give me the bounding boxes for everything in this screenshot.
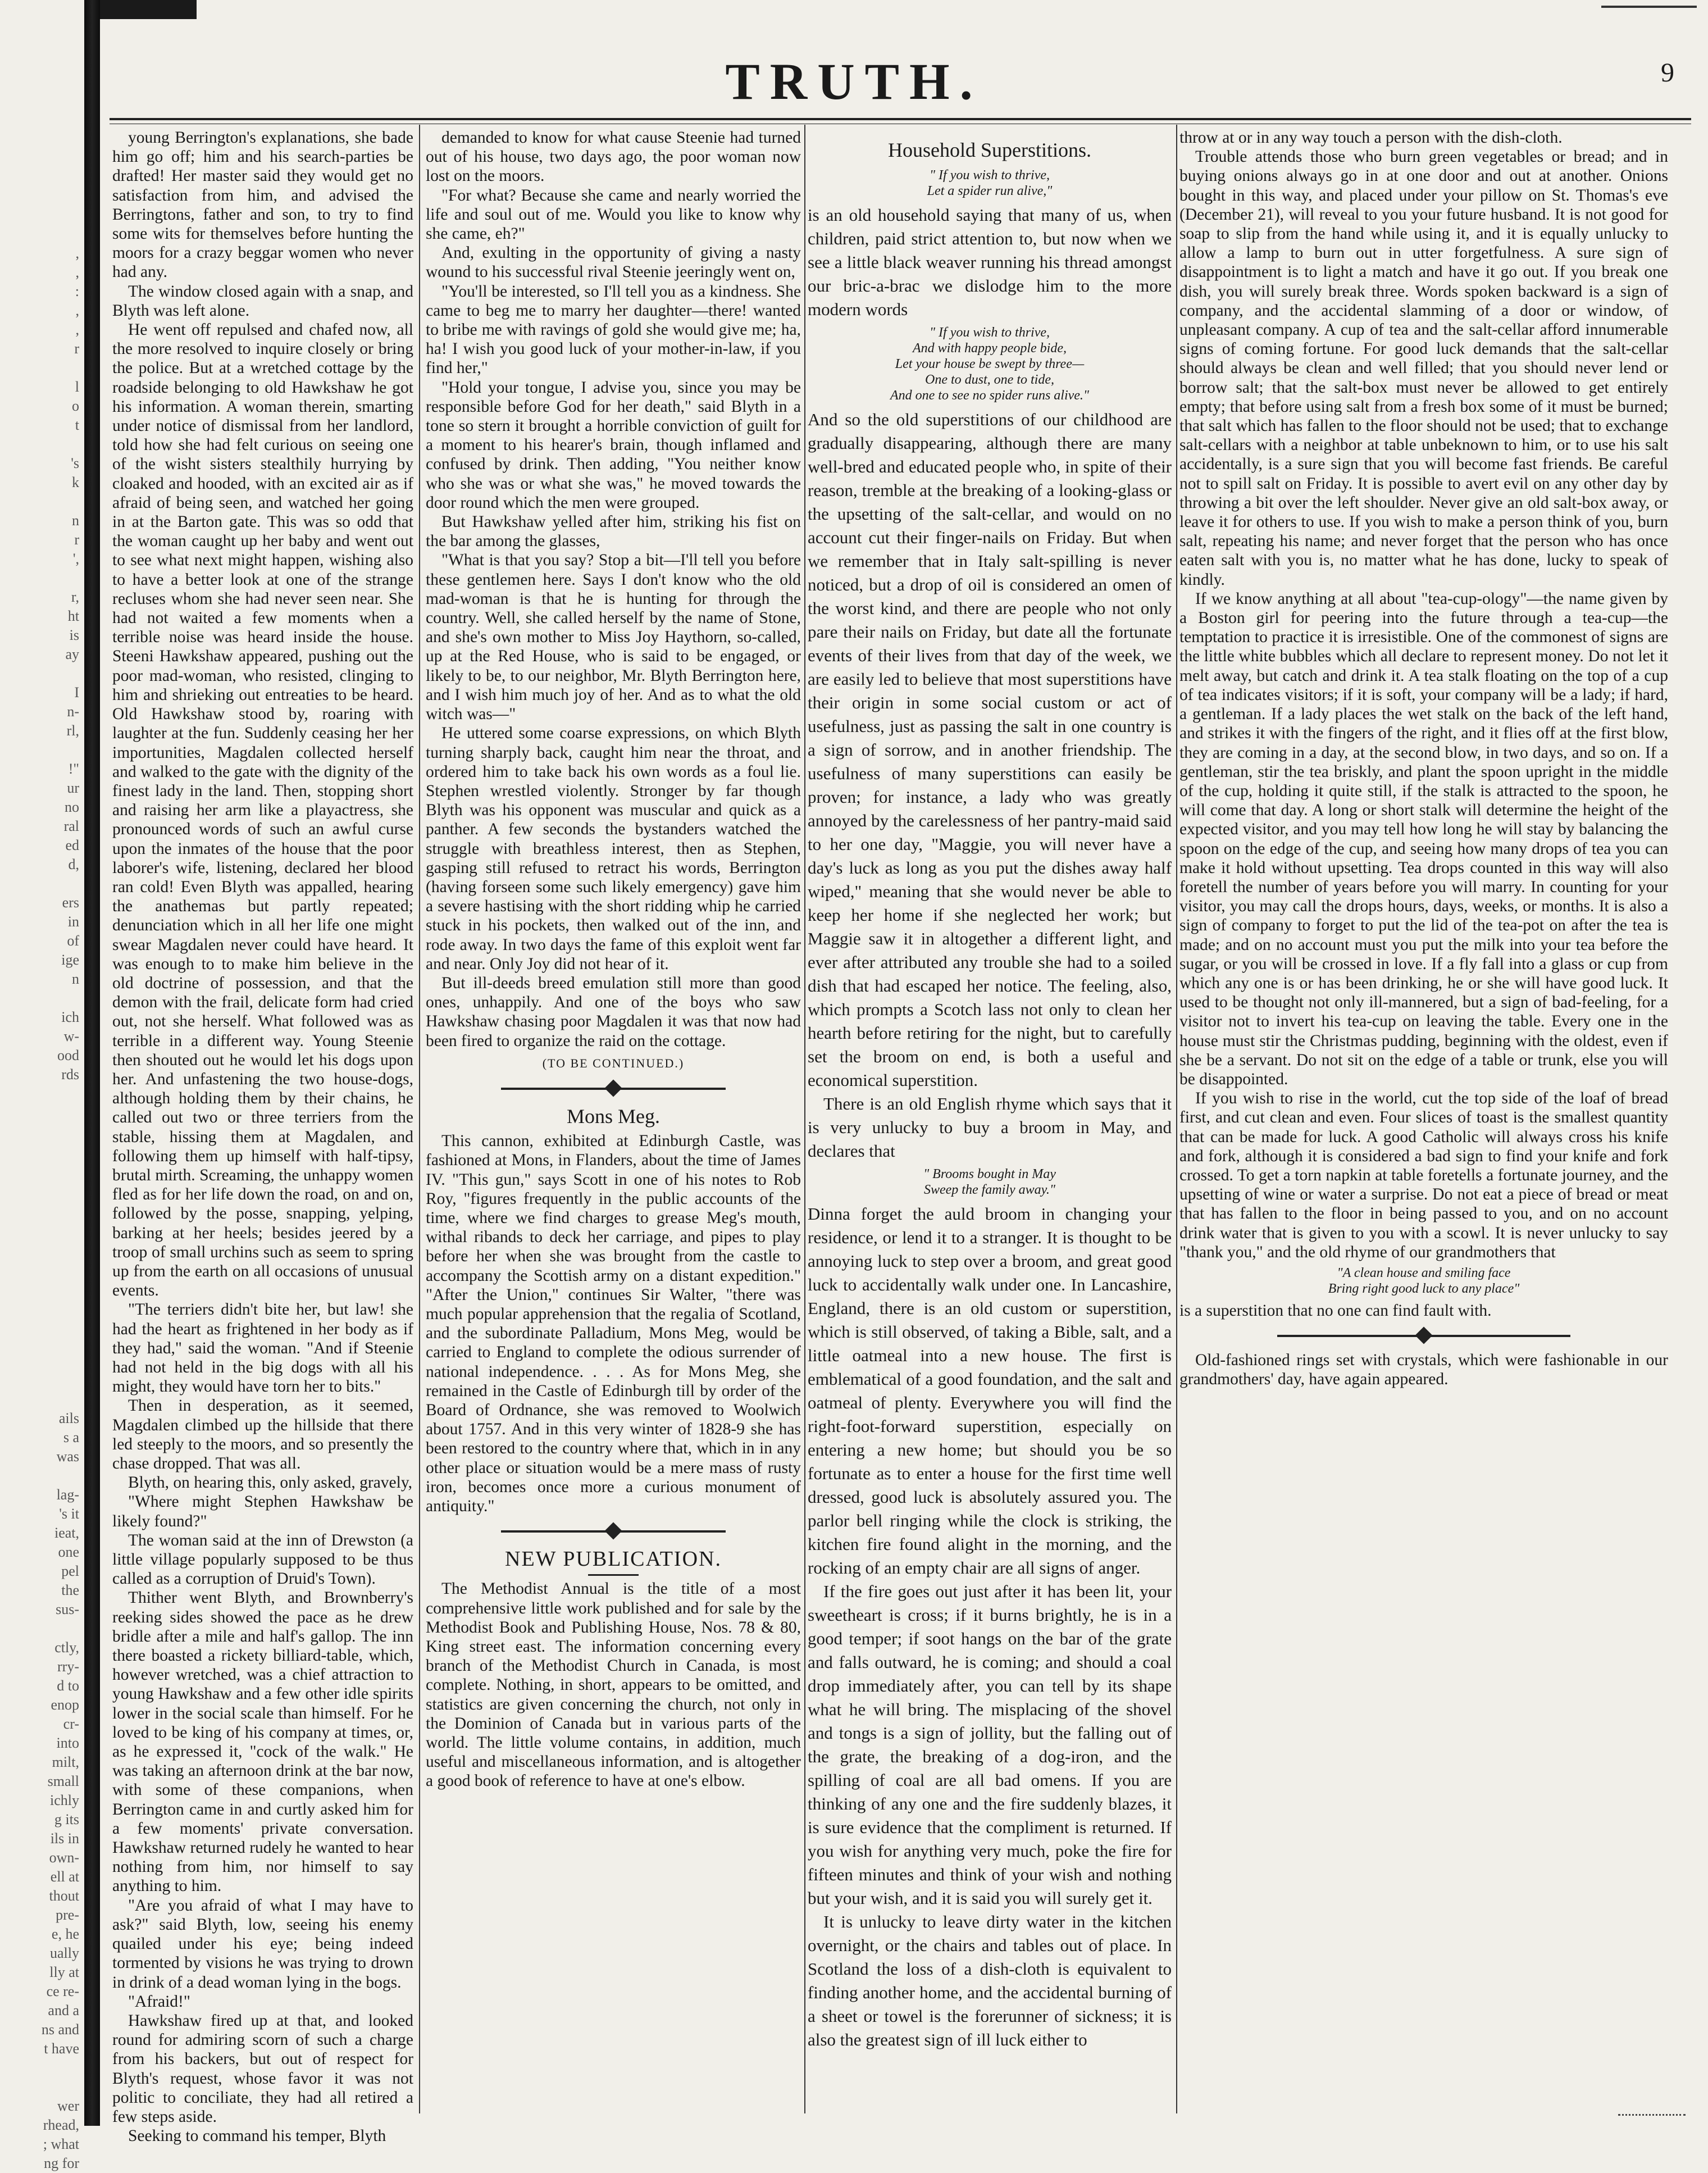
gutter-fragment: ce re-	[46, 1983, 79, 1999]
gutter-fragment	[0, 148, 87, 167]
verse-line: Sweep the family away."	[923, 1183, 1056, 1197]
gutter-fragment: small	[47, 1773, 79, 1789]
gutter-fragment: k	[72, 474, 79, 490]
gutter-fragment: lly at	[49, 1964, 79, 1980]
superstitions-ending	[1179, 1301, 1668, 1320]
gutter-fragment: e, he	[51, 1926, 79, 1942]
gutter-fragment: t	[75, 417, 79, 433]
gutter-fragment	[0, 569, 87, 588]
paragraph: And so the old superstitions of our childhood are gradually disappearing, although there are many well-bred and educated people who, in spite of their reason, tremble at the breaking of a looking-glass or the upsetting of the salt-cellar, and would on no account cut their finger-nails on Friday. But when we remember that in Italy salt-spilling is never noticed, but a drop of oil is considered an omen of the worst kind, and there are people who not only pare their nails on Friday, but date all the fortunate events of their lives from that day of the week, we are easily led to believe that most superstitions have their origin in some social custom or act of usefulness, just as passing the salt in one country is a sign of sorrow, and in another friendship. The usefulness of many superstitions can easily be proven; for instance, a lady who was greatly annoyed by the carelessness of her pantry-maid said to her one day, "Maggie, you will never have a day's luck as long as you put the dishes away half wiped," meaning that she would never be able to keep her home if she neglected her work; but Maggie saw it in altogether a different light, and ever after attributed any trouble she had to a soiled dish that had escaped her notice. The feeling, also, which prompts a Scotch lass not only to clean her hearth before retiring for the night, but to carefully set the broom on end, is both a useful and economical superstition.	[808, 410, 1172, 1090]
gutter-fragment: ed	[65, 837, 79, 853]
gutter-fragment: ell at	[50, 1869, 79, 1885]
gutter-fragment: enop	[51, 1697, 79, 1713]
gutter-fragment	[0, 1275, 87, 1294]
gutter-fragment	[0, 664, 87, 683]
gutter-fragment: 's	[71, 455, 79, 471]
gutter-fragment: g its	[54, 1811, 79, 1827]
paragraph: Old-fashioned rings set with crystals, which were fashionable in our grandmothers' day, have again appeared.	[1179, 1351, 1668, 1389]
paragraph: Thither went Blyth, and Brownberry's reeking sides showed the pace as he drew bridle after a mile and half's gallop. The inn there boasted a rickety billiard-table, which, however wretched, was a chief attraction to young Hawkshaw and a few other idle spirits lower in the social scale than himself. For he loved to be king of his company at times, or, as he expressed it, "cock of the walk." He was taking an afternoon drink at the bar now, with some of these companions, when Berrington came in and curtly asked him for a few moments' private conversation. Hawkshaw returned rudely he wanted to hear nothing from him, nor himself to say anything to him.	[112, 1589, 413, 1895]
verse-line: And one to see no spider runs alive."	[890, 388, 1090, 403]
verse-line: " Brooms bought in May	[923, 1167, 1056, 1181]
gutter-fragment: t have	[44, 2040, 79, 2057]
gutter-fragment: ,	[75, 321, 79, 338]
superstitions-body	[808, 408, 1172, 1163]
gutter-fragment	[0, 225, 87, 244]
column-2	[426, 128, 801, 2111]
paragraph: Seeking to command his temper, Blyth	[128, 2127, 386, 2145]
gutter-fragment	[0, 1218, 87, 1237]
gutter-fragment	[0, 1199, 87, 1218]
verse-clean-house	[1179, 1265, 1668, 1297]
to-be-continued: (TO BE CONTINUED.)	[542, 1056, 685, 1070]
gutter-fragment: n	[72, 971, 79, 987]
bottom-mark	[1618, 2114, 1686, 2120]
gutter-fragment: ers	[62, 894, 79, 911]
gutter-fragment: rry-	[57, 1658, 79, 1675]
paragraph: Then in desperation, as it seemed, Magdalen climbed up the hillside that there led steeply to the moors, and so presently the chase dropped. That was all.	[112, 1397, 413, 1473]
corner-mark	[1601, 6, 1697, 16]
gutter-fragment	[0, 1466, 87, 1485]
gutter-fragment	[0, 167, 87, 187]
gutter-fragment	[0, 1084, 87, 1103]
gutter-fragment: pre-	[56, 1907, 79, 1923]
gutter-fragment: ; what	[43, 2136, 79, 2152]
gutter-fragment: ,	[75, 302, 79, 319]
gutter-fragment: o	[72, 398, 79, 414]
paragraph: But ill-deeds breed emulation still more than good ones, unhappily. And one of the boys who saw Hawkshaw chasing poor Magdalen it was that now had been fired to organize the raid on the cottage.	[426, 974, 801, 1050]
column-3	[808, 128, 1172, 2111]
paragraph: is a superstition that no one can find fault with.	[1179, 1301, 1492, 1320]
paragraph: is an old household saying that many of us, when children, paid strict attention to, but now when we see a little black weaver running his thread amongst our bric-a-brac we dislodge him to the more modern words	[808, 205, 1172, 319]
gutter-fragment: wer	[57, 2098, 79, 2114]
paragraph: "You'll be interested, so I'll tell you as a kindness. She came to beg me to marry her daughter—there! wanted to bribe me with ravings of gold she would give me; ha, ha! I wish you good luck of your mother-in-law, if you find her,"	[426, 282, 801, 378]
column-rule	[1176, 125, 1177, 2113]
paragraph: It is unlucky to leave dirty water in the kitchen overnight, or the chairs and tables out of place. In Scotland the loss of a dish-cloth is equivalent to finding another home, and the accidental burning of a sheet or towel is the forerunner of sickness; it is also the greatest sign of ill luck either to	[808, 1912, 1172, 2049]
gutter-fragment: thout	[49, 1888, 79, 1904]
gutter-fragment: w-	[63, 1028, 79, 1044]
verse-line: Let your house be swept by three—	[895, 357, 1085, 371]
section-divider	[501, 1080, 726, 1097]
gutter-fragment: n-	[67, 703, 79, 720]
gutter-fragment	[0, 1256, 87, 1275]
gutter-fragment	[0, 1313, 87, 1333]
section-divider	[501, 1522, 726, 1539]
masthead-title: TRUTH.	[725, 53, 983, 110]
paragraph: But Hawkshaw yelled after him, striking his fist on the bar among the glasses,	[426, 513, 801, 551]
gutter-fragment: is	[69, 627, 79, 643]
gutter-fragment: into	[56, 1735, 79, 1751]
section-divider	[1277, 1327, 1570, 1344]
gutter-fragment	[0, 2058, 87, 2077]
gutter-fragment	[0, 1103, 87, 1122]
gutter-fragment	[0, 1619, 87, 1638]
column-rule	[804, 125, 805, 2113]
paragraph: Blyth, on hearing this, only asked, gravely,	[128, 1474, 413, 1492]
gutter-fragment	[0, 1390, 87, 1409]
gutter-fragment: n	[72, 512, 79, 529]
gutter-fragment	[0, 358, 87, 378]
gutter-fragment: pel	[61, 1563, 79, 1579]
paragraph: This cannon, exhibited at Edinburgh Castle, was fashioned at Mons, in Flanders, about the time of James IV. "This gun," says Scott in one of his notes to Rob Roy, "figures frequently in the public accounts of the time, where we find charges to grease Meg's mouth, withal ribands to deck her carriage, and pipes to play before her when she was brought from the castle to accompany the Scottish army on a distant expedition." "After the Union," continues Sir Walter, "there was much popular apprehension that the regalia of Scotland, and the subordinate Palladium, Mons Meg, would be carried to England to complete the odious surrender of national independence. . . . As for Mons Meg, she remained in the Castle of Edinburgh till by order of the Board of Ordnance, she was removed to Woolwich about 1757. And in this very winter of 1828-9 she has been restored to the country where that, which in in any other place or situation would be a mere mass of rusty iron, becomes once more a curious monument of antiquity."	[426, 1132, 801, 1516]
gutter-fragment: r,	[71, 589, 79, 605]
gutter-fragment	[0, 187, 87, 206]
verse-line: Let a spider run alive,"	[927, 184, 1053, 198]
gutter-fragment: was	[56, 1448, 79, 1465]
paragraph: The Methodist Annual is the title of a most comprehensive little work published and for sale by the Methodist Book and Publishing House, Nos. 78 & 80, King street east. The information concerning every branch of the Methodist Church in Canada, is most complete. Nothing, in short, appears to be omitted, and statistics are given concerning the church, not only in the Dominion of Canada but in various parts of the world. The little volume contains, in addition, much useful and miscellaneous information, and is altogether a good book of reference to have at one's elbow.	[426, 1580, 801, 1790]
paragraph: If we know anything at all about "tea-cup-ology"—the name given by a Boston girl for peering into the future through a tea-cup—the temptation to practice it is irresistible. One of the commonest of signs are the little white bubbles which all declare to represent money. Do not let it melt away, but catch and drink it. A tea stalk floating on the top of a cup of tea indicates visitors; if it is soft, your company will be a lady; if hard, a gentleman. If a lady places the wet stalk on the back of the left hand, and strikes it with the fingers of the right, and it flies off at the first blow, they are coming in a day, at the second blow, in two days, and so on. If a gentleman, stir the tea briskly, and plant the spoon upright in the middle of the cup, holding it quite still, if the stalk is attracted to the spoon, he will come that day. A long or short stalk will determine the height of the expected visitor, and you may tell how long he will stay by balancing the spoon on the edge of the cup, and seeing how many drops of tea you can make it hold without upsetting. Tea drops counted in this way will also foretell the number of years before you will marry. In counting for your visitor, you may call the drops hours, days, weeks, or months. It is also a sign of company to forget to put the lid of the tea-pot on after the tea is made; and on no account must you put the milk into your tea before the sugar, or you will be crossed in love. If a fly fall into a glass or cup from which any one is or has been drinking, he or she will have good luck. It used to be thought not only ill-mannered, but a sign of bad-feeling, for a visitor not to invert his tea-cup on leaving the table. Every one in the house must stir the Christmas pudding, beginning with the oldest, even if she be a servant. Do not sit on the edge of a table or trunk, else you will be disappointed.	[1179, 589, 1668, 1088]
paragraph: Hawkshaw fired up at that, and looked round for admiring scorn of such a charge from his backers, but out of respect for Blyth's request, whose favor it was not politic to conciliate, they had all retired a few steps aside.	[112, 2011, 413, 2126]
paragraph: Trouble attends those who burn green vegetables or bread; and in buying onions always go in at one door and out at another. Onions bought in this way, and placed under your pillow on St. Thomas's eve (December 21), will reveal to you your future husband. It is not good for soap to slip from the hand while using it, and it is equally unlucky to allow a lamp to burn out in utter forgetfulness. A sure sign of disappointment is to light a match and have it go out. If you break one dish, you will surely break three. Words spoken backward is a sign of company, and the accidental slamming of a door or window, of unpleasant company. A cup of tea and the salt-cellar afford innumerable signs of coming fortune. For good luck demands that the salt-cellar should always be clean and well filled; that you should never lend or borrow salt; that the salt-box must never be allowed to get entirely empty; that before using salt from a fresh box some of it must be burned; that salt which has fallen to the floor should not be used; that to exchange salt-cellars with a neighbor at table unbeknown to him, or to use his salt accidentally, is a sure sign that you will become fast friends. Be careful not to spill salt on Friday. It is possible to avert evil on any other day by throwing a bit over the left shoulder. Never give an old salt-box away, or leave it for others to use. If you wish to make a person think of you, burn salt, repeating his name; and never forget that the person who has once eaten salt with you is, no matter what he has done, lucky to speak of kindly.	[1179, 148, 1668, 589]
rings-note	[1179, 1351, 1668, 1389]
gutter-fragment: r	[74, 531, 79, 548]
heading-mons-meg: Mons Meg.	[566, 1104, 660, 1128]
gutter-fragment: r	[74, 340, 79, 357]
superstitions-continued	[808, 1202, 1172, 2052]
verse-line: "A clean house and smiling face	[1337, 1265, 1511, 1280]
gutter-fragment	[0, 1333, 87, 1352]
gutter-fragment: ng for	[44, 2155, 79, 2171]
gutter-fragment	[0, 1180, 87, 1199]
gutter-fragment	[0, 1122, 87, 1142]
verse-line: One to dust, one to tide,	[925, 372, 1054, 387]
gutter-fragment: lag-	[56, 1486, 79, 1503]
gutter-fragment: milt,	[52, 1754, 79, 1770]
paragraph: "Are you afraid of what I may have to ask?" said Blyth, low, seeing his enemy quailed under his eye; being indeed tormented by visions he was trying to drown in drink of a dead woman lying in the bogs.	[112, 1896, 413, 1992]
gutter-fragment	[0, 206, 87, 225]
gutter-fragment: d,	[68, 856, 79, 872]
divider-ornament	[604, 1079, 622, 1097]
gutter-fragment: ,	[75, 245, 79, 261]
paragraph: "Hold your tongue, I advise you, since you may be responsible before God for her death," said Blyth in a tone so stern it brought a horrible conviction of guilt for a moment to his hearer's brain, though inflamed and confused by drink. Then adding, "You neither know who she was or what she was," he moved towards the door round which the men were grouped.	[426, 378, 801, 512]
paragraph: demanded to know for what cause Steenie had turned out of his house, two days ago, the poor woman now lost on the moors.	[426, 129, 801, 185]
paragraph: The woman said at the inn of Drewston (a little village popularly supposed to be thus called as a corruption of Druid's Town).	[112, 1531, 413, 1588]
gutter-fragment: own-	[49, 1849, 79, 1866]
gutter-fragment	[0, 740, 87, 760]
gutter-fragment	[0, 492, 87, 511]
paragraph: young Berrington's explanations, she bade him go off; him and his search-parties be drafted! Her master said they would get no satisfaction from him, and advised the Berringtons, father and son, to try to find some wits for themselves before hunting the moors for a crazy beggar women who never had any.	[112, 129, 413, 281]
gutter-fragment: ay	[65, 646, 79, 662]
gutter-fragment: ,	[75, 264, 79, 280]
gutter-fragment: ood	[57, 1047, 79, 1063]
gutter-fragment: no	[65, 799, 79, 815]
superstitions-intro	[808, 203, 1172, 321]
gutter-fragment: I	[74, 684, 79, 701]
binding-spine	[84, 0, 100, 2126]
divider-ornament	[1415, 1327, 1432, 1344]
verse-thrive	[808, 325, 1172, 403]
gutter-fragment	[0, 1352, 87, 1371]
gutter-fragment: ils in	[50, 1830, 79, 1847]
gutter-fragment: l	[75, 379, 79, 395]
divider-ornament	[604, 1522, 622, 1540]
verse-brooms	[808, 1166, 1172, 1198]
paragraph: If you wish to rise in the world, cut the top side of the loaf of bread first, and cut clean and even. Four slices of toast is the smallest quantity that can be made for luck. A good Catholic will always cross his knife and fork, although it is considered a bad sign to find your knife and fork crossed. To get a torn napkin at table foretells a fortunate journey, and the upsetting of wine or water a surprise. Do not eat a piece of bread or meat that has fallen to the floor in being passed to you, and on no account drink water that is given to you with a scowl. It is never unlucky to say "thank you," and the old rhyme of our grandmothers that	[1179, 1089, 1668, 1261]
gutter-fragment: ieat,	[54, 1525, 79, 1541]
gutter-fragment: ige	[61, 952, 79, 968]
gutter-fragment: d to	[57, 1678, 79, 1694]
masthead-rule	[110, 118, 1691, 120]
verse-line: " If you wish to thrive,	[929, 325, 1050, 340]
gutter-fragment: ',	[72, 551, 79, 567]
gutter-fragment	[0, 989, 87, 1008]
paragraph: There is an old English rhyme which says that it is very unlucky to buy a broom in May, and declares that	[808, 1094, 1172, 1161]
paragraph: throw at or in any way touch a person with the dish-cloth.	[1179, 129, 1563, 147]
gutter-fragment	[0, 874, 87, 893]
gutter-fragment: ctly,	[54, 1639, 79, 1656]
paragraph: He went off repulsed and chafed now, all the more resolved to inquire closely or bring the police. But at a wretched cottage by the roadside belonging to old Hawkshaw he got his information. A woman therein, smarting under notice of dismissal from her landlord, told how she had felt curious on seeing one of the wisht sisters stealthily hurrying by cloaked and hooded, with an excited air as if afraid of being seen, and watched her going in at the Barton gate. This was so odd that the woman caught up her baby and went out to see what next might happen, wishing also to have a better look at one of the strange recluses whom she had never seen near. She had not waited a few moments when a terrible noise was heard inside the house. Steeni Hawkshaw appeared, pushing out the poor mad-woman, who resisted, clinging to him and shrieking out entreaties to be heard. Old Hawkshaw stood by, roaring with laughter at the fun. Suddenly ceasing her her importunities, Magdalen collected herself and walked to the gate with the dignity of the finest lady in the land. Then, stopping short and raising her arm like a playactress, she pronounced words of such an awful curse upon the inmates of the house that the poor laborer's wife, listening, declared her blood ran cold! Even Blyth was appalled, hearing the anathemas but partly repeated; denunciation which in all her life one might swear Magdalen never could have heard. It was enough to to make him believe in the old doctrine of possession, and that the demon with the frail, delicate form had cried out, not she herself. What followed was as terrible in a different way. Young Steenie then shouted out he would let his dogs upon her. And unfastening the two house-dogs, although holding them by their chains, he called out two or three terriers from the stable, hissing them at Magdalen, and following them up himself with half-tipsy, brutal mirth. Screaming, the unhappy women fled as for her life down the road, on and on, followed by the posse, snapping, yelping, barking at her heels; besides jeered by a troop of small urchins such as seem to spring up from the earth on all occasions of unusual events.	[112, 321, 413, 1300]
gutter-fragment: 's it	[59, 1506, 79, 1522]
gutter-fragment	[0, 2077, 87, 2097]
paragraph: He uttered some coarse expressions, on which Blyth turning sharply back, caught him near the throat, and ordered him to take back his own words as a foul lie. Stephen wrestled violently. Stronger by far though Blyth was his opponent was muscular and quick as a panther. A few seconds the bystanders watched the struggle with breathless interest, then as Stephen, gasping still refused to retract his words, Berrington (having forseen some such likely emergency) gave him a severe hastising with the short ridding whip he carried stuck in his pockets, then walked out of the inn, and rode away. In two days the fame of this exploit went far and near. Only Joy did not hear of it.	[426, 724, 801, 973]
gutter-fragment	[0, 435, 87, 454]
column-4	[1179, 128, 1685, 2111]
serial-story-text	[112, 128, 413, 2145]
superstitions-conclusion	[1179, 128, 1668, 1262]
column-1	[112, 128, 413, 2145]
gutter-fragment: ht	[67, 608, 79, 624]
verse-line: " If you wish to thrive,	[929, 168, 1050, 183]
paragraph: "For what? Because she came and nearly worried the life and soul out of me. Would you like to know why she came, eh?"	[426, 186, 801, 243]
serial-story-conclusion	[426, 128, 801, 1051]
paragraph: Dinna forget the auld broom in changing your residence, or lend it to a stranger. It is thought to be annoying luck to step over a broom, and great good luck to accidentally walk under one. In Lancashire, England, there is an old custom or superstition, which is still observed, of taking a Bible, salt, and a little oatmeal into a new house. The first is emblematical of a good foundation, and the salt and oatmeal of plenty. Everywhere you will find the right-foot-forward superstition, especially on entering a new home; but should you be so fortunate as to enter a house for the first time well dressed, good luck is absolutely assured you. The parlor bell ringing while the clock is striking, the kitchen fire found alight in the morning, and the rocking of an empty chair are all signs of anger.	[808, 1204, 1172, 1578]
gutter-fragment: ually	[50, 1945, 79, 1961]
verse-spider	[808, 167, 1172, 199]
gutter-fragment: of	[67, 933, 79, 949]
gutter-fragments	[0, 129, 87, 2171]
gutter-fragment: and a	[48, 2002, 79, 2019]
paragraph: The window closed again with a snap, and Blyth was left alone.	[112, 282, 413, 320]
binding-top	[84, 0, 197, 19]
gutter-fragment: ich	[61, 1009, 79, 1025]
gutter-fragment	[0, 1161, 87, 1180]
heading-household-superstitions: Household Superstitions.	[887, 139, 1091, 161]
verse-line: Bring right good luck to any place"	[1328, 1281, 1520, 1296]
gutter-fragment: one	[58, 1544, 79, 1560]
verse-line: And with happy people bide,	[913, 341, 1067, 356]
gutter-fragment: cr-	[63, 1716, 79, 1732]
gutter-fragment: ails	[58, 1410, 79, 1426]
gutter-fragment: sus-	[56, 1601, 79, 1617]
gutter-fragment: rhead,	[43, 2117, 79, 2133]
gutter-fragment: rl,	[66, 722, 79, 739]
paragraph: If the fire goes out just after it has been lit, your sweetheart is cross; if it burns brightly, he is in a good temper; if soot hangs on the bar of the grate and falls outward, he is coming; and should a coal drop immediately after, you can tell by its shape what he will bring. The misplacing of the shovel and tongs is a sign of jollity, but the falling out of the grate, the breaking of a dog-iron, and the spilling of coal are all bad omens. If you are thinking of any one and the fire suddenly blazes, it is sure evidence that the compliment is returned. If you wish for anything very much, poke the fire for fifteen minutes and think of your wish and nothing but your wish, and it is said you will surely get it.	[808, 1581, 1172, 1908]
paragraph: And, exulting in the opportunity of giving a nasty wound to his successful rival Steenie jeeringly went on,	[426, 244, 801, 281]
gutter-fragment	[0, 1142, 87, 1161]
heading-rule	[588, 1574, 639, 1576]
publication-article	[426, 1579, 801, 1790]
mons-meg-article	[426, 1131, 801, 1516]
gutter-fragment	[0, 1294, 87, 1313]
gutter-fragment: !"	[68, 761, 79, 777]
gutter-fragment	[0, 129, 87, 148]
column-rule	[419, 125, 420, 2113]
page-number: 9	[1661, 58, 1674, 88]
paragraph: "Afraid!"	[128, 1992, 190, 2011]
gutter-fragment	[0, 1371, 87, 1390]
gutter-fragment: rds	[61, 1066, 79, 1083]
gutter-fragment: :	[75, 283, 79, 299]
gutter-fragment: ral	[63, 818, 79, 834]
gutter-fragment: in	[67, 913, 79, 930]
gutter-fragment: ns and	[41, 2021, 79, 2038]
gutter-fragment: s a	[63, 1429, 79, 1445]
paragraph: "Where might Stephen Hawkshaw be likely found?"	[112, 1493, 413, 1530]
gutter-fragment: ichly	[50, 1792, 79, 1808]
gutter-fragment	[0, 1237, 87, 1256]
paragraph: "What is that you say? Stop a bit—I'll tell you before these gentlemen here. Says I don't know who the old mad-woman is that he is hunting for through the country. Well, she called herself by the name of Stone, and she's own mother to Miss Joy Haythorn, so-called, up at the Red House, who is said to be engaged, or likely to be, to our neighbor, Mr. Blyth Berrington here, and I wish him much joy of her. And as to what the old witch was—"	[426, 551, 801, 724]
paragraph: "The terriers didn't bite her, but law! she had the heart as frightened in her body as if they had," said the woman. "And if Steenie had not held in the big dogs with all his might, they would have torn her to bits."	[112, 1301, 413, 1396]
gutter-fragment: ur	[67, 780, 79, 796]
gutter-fragment: the	[61, 1582, 79, 1598]
heading-new-publication: NEW PUBLICATION.	[505, 1547, 722, 1571]
